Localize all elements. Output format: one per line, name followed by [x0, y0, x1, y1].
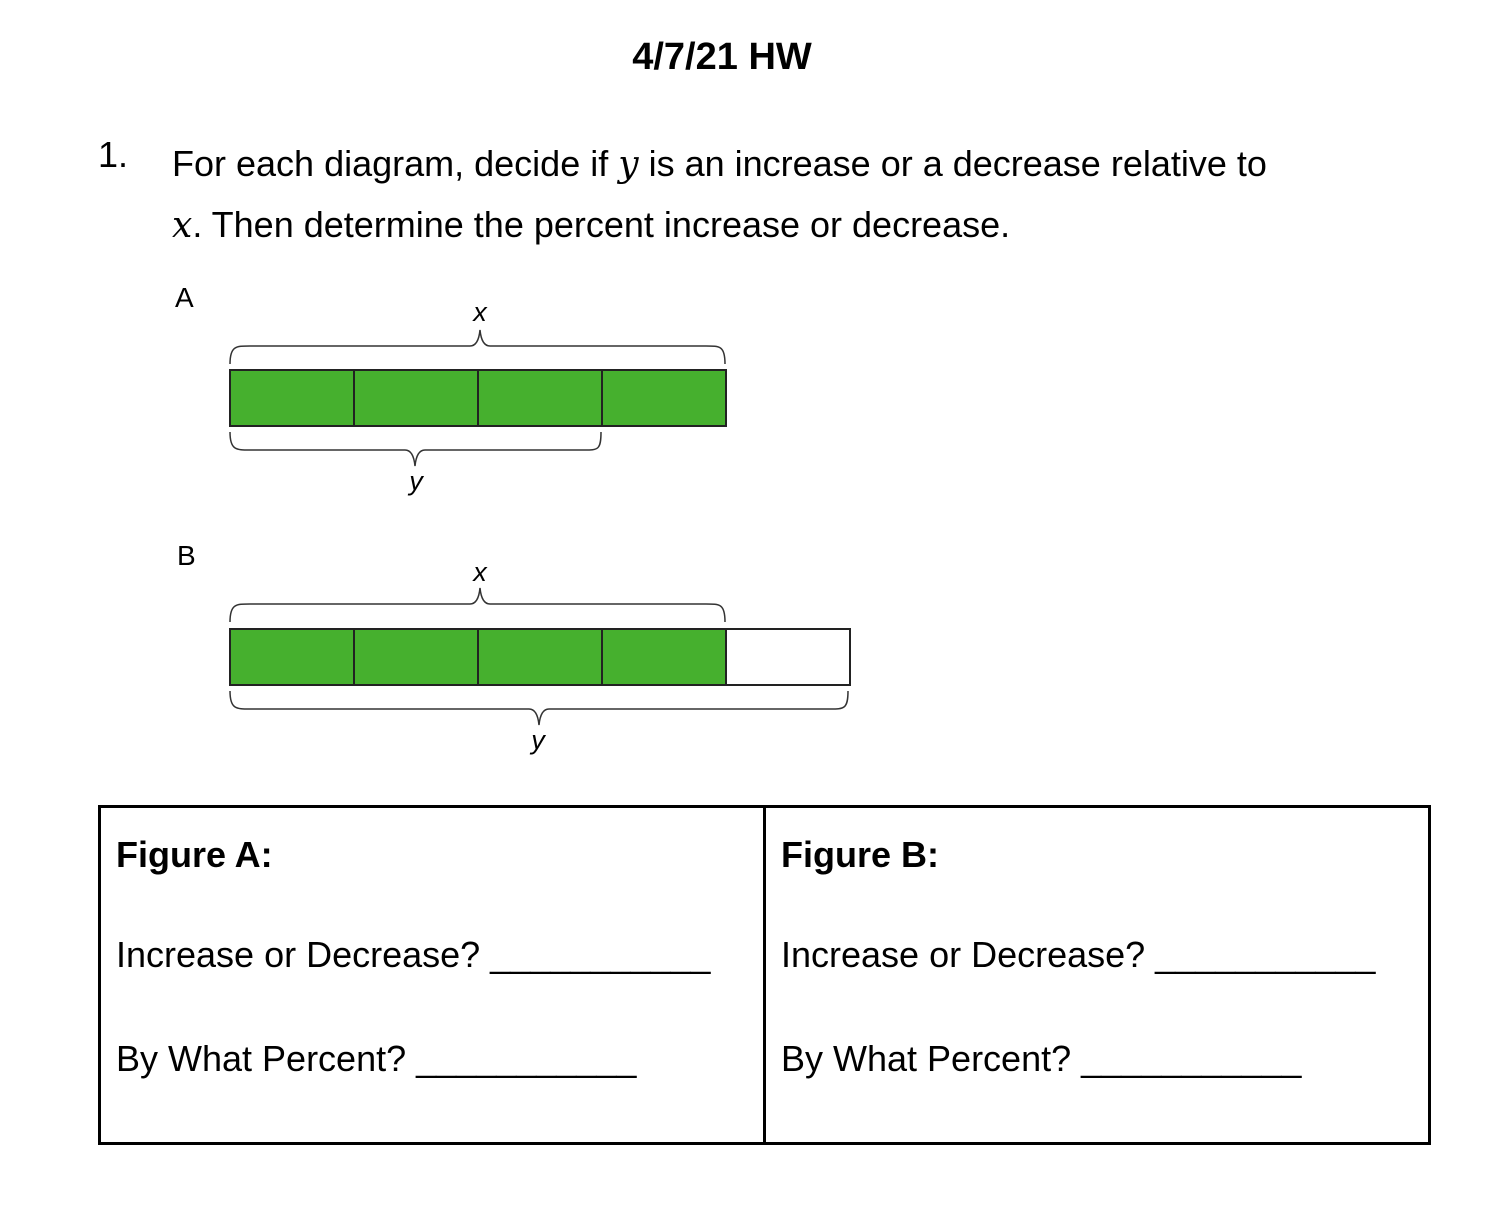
diagram-a-label: A	[175, 282, 194, 313]
diagram-b-label: B	[177, 540, 196, 571]
diagram-a-x-label: x	[473, 297, 487, 327]
question-line-1	[172, 134, 1372, 195]
figure-b-increase-or-decrease-field[interactable]: Increase or Decrease? ___________	[781, 934, 1376, 975]
brace-path	[230, 432, 601, 466]
tape-segment-empty	[727, 630, 849, 684]
tape-segment	[231, 630, 355, 684]
question-number: 1.	[98, 134, 129, 175]
diagram-b-bottom-brace	[0, 0, 1, 1]
variable-y: y	[618, 144, 639, 185]
tape-segment	[355, 371, 479, 425]
diagram-a-y-label: y	[409, 466, 423, 496]
diagram-b-tape	[229, 628, 851, 686]
figure-b-cell	[763, 808, 1428, 1142]
answer-table	[98, 805, 1431, 1145]
question-line-2	[172, 195, 1372, 256]
figure-a-percent-field[interactable]: By What Percent? ___________	[116, 1038, 637, 1079]
question-text-part: . Then determine the percent increase or decrease.	[192, 204, 1011, 245]
diagram-b-y-label: y	[531, 725, 545, 755]
variable-x: x	[172, 205, 193, 246]
figure-a-cell	[101, 808, 763, 1142]
brace-path	[230, 691, 848, 725]
diagram-a-tape	[229, 369, 727, 427]
figure-a-increase-or-decrease-field[interactable]: Increase or Decrease? ___________	[116, 934, 711, 975]
figure-b-heading: Figure B:	[781, 834, 939, 875]
tape-segment	[231, 371, 355, 425]
diagram-b-x-label: x	[473, 557, 487, 587]
tape-segment	[603, 630, 727, 684]
figure-b-percent-field[interactable]: By What Percent? ___________	[781, 1038, 1302, 1079]
brace-path	[230, 330, 725, 364]
question-text	[172, 134, 1372, 256]
page-title: 4/7/21 HW	[632, 36, 812, 78]
figure-a-heading: Figure A:	[116, 834, 273, 875]
question-text-part: For each diagram, decide if	[172, 143, 619, 184]
tape-segment	[479, 630, 603, 684]
tape-segment	[603, 371, 725, 425]
tape-segment	[479, 371, 603, 425]
tape-segment	[355, 630, 479, 684]
question-text-part: is an increase or a decrease relative to	[638, 143, 1267, 184]
brace-path	[230, 588, 725, 622]
